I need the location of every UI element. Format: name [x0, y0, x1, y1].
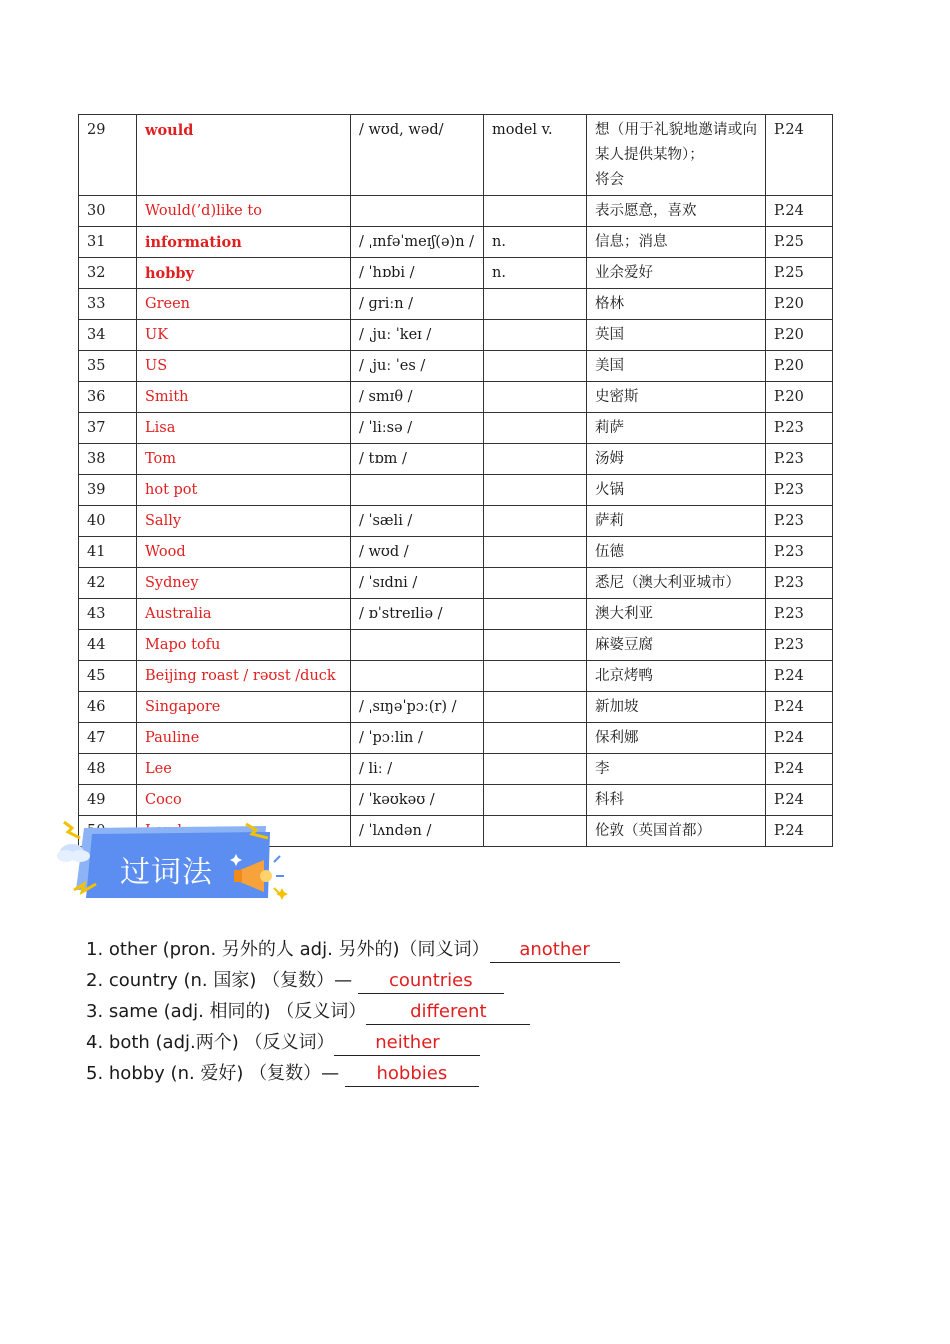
- vocab-meaning-line: 伦敦（英国首都）: [595, 823, 711, 839]
- vocab-page: P.24: [766, 692, 833, 723]
- vocab-phonetic: / wʊd /: [351, 537, 484, 568]
- vocab-meaning-line: 史密斯: [595, 389, 639, 405]
- vocab-page: P.24: [766, 785, 833, 816]
- vocab-phonetic: / wʊd, wəd/: [351, 115, 484, 196]
- vocab-word: Lee: [137, 754, 351, 785]
- vocab-number: 31: [79, 227, 137, 258]
- vocab-page: P.20: [766, 382, 833, 413]
- vocab-part-of-speech: [484, 351, 587, 382]
- vocab-meaning: [587, 351, 766, 382]
- vocab-number: 48: [79, 754, 137, 785]
- vocab-part-of-speech: model v.: [484, 115, 587, 196]
- exercise-item: [86, 996, 620, 1027]
- vocab-phonetic: / ˌjuː ˈes /: [351, 351, 484, 382]
- vocab-meaning: [587, 630, 766, 661]
- vocab-meaning: [587, 196, 766, 227]
- vocab-meaning: [587, 661, 766, 692]
- vocab-page: P.24: [766, 661, 833, 692]
- vocab-word: Coco: [137, 785, 351, 816]
- vocab-meaning-line: 麻婆豆腐: [595, 637, 653, 653]
- vocab-word: Sydney: [137, 568, 351, 599]
- vocab-part-of-speech: [484, 630, 587, 661]
- vocab-word: Tom: [137, 444, 351, 475]
- exercise-prompt: 1. other (pron. 另外的人 adj. 另外的)（同义词）: [86, 939, 490, 960]
- exercise-item: [86, 934, 620, 965]
- vocab-row: [79, 506, 833, 537]
- vocab-page: P.23: [766, 475, 833, 506]
- vocab-meaning-line: 萨莉: [595, 513, 624, 529]
- vocab-meaning-line: 保利娜: [595, 730, 639, 746]
- vocab-number: 40: [79, 506, 137, 537]
- exercise-answer-blank[interactable]: countries: [358, 969, 504, 994]
- vocab-meaning: [587, 506, 766, 537]
- vocab-meaning-line: 格林: [595, 296, 624, 312]
- vocab-part-of-speech: [484, 382, 587, 413]
- vocab-page: P.24: [766, 115, 833, 196]
- vocab-phonetic: [351, 475, 484, 506]
- vocab-row: [79, 289, 833, 320]
- vocab-phonetic: / ˈhɒbi /: [351, 258, 484, 289]
- vocab-part-of-speech: [484, 754, 587, 785]
- vocab-part-of-speech: [484, 289, 587, 320]
- vocab-word: hot pot: [137, 475, 351, 506]
- exercise-answer-blank[interactable]: different: [366, 1000, 530, 1025]
- section-title: 过词法: [120, 855, 213, 890]
- vocab-phonetic: / ɡriːn /: [351, 289, 484, 320]
- vocab-row: [79, 196, 833, 227]
- exercise-prompt: 4. both (adj.两个) （反义词）: [86, 1032, 335, 1053]
- vocab-meaning: [587, 723, 766, 754]
- vocab-meaning-line: 科科: [595, 792, 624, 808]
- vocab-meaning-line: 信息；消息: [595, 234, 668, 250]
- vocab-page: P.23: [766, 506, 833, 537]
- vocab-page: P.23: [766, 444, 833, 475]
- vocab-meaning-line: 澳大利亚: [595, 606, 653, 622]
- vocab-row: [79, 785, 833, 816]
- vocab-word: hobby: [137, 258, 351, 289]
- vocab-word: Lisa: [137, 413, 351, 444]
- vocab-part-of-speech: [484, 196, 587, 227]
- vocab-meaning-line: 莉萨: [595, 420, 624, 436]
- vocab-meaning-line: 汤姆: [595, 451, 624, 467]
- vocab-part-of-speech: [484, 537, 587, 568]
- vocab-number: 29: [79, 115, 137, 196]
- vocab-part-of-speech: [484, 475, 587, 506]
- vocab-phonetic: / ˌsɪŋəˈpɔː(r) /: [351, 692, 484, 723]
- vocab-number: 34: [79, 320, 137, 351]
- vocab-row: [79, 258, 833, 289]
- vocab-word: Pauline: [137, 723, 351, 754]
- vocab-word: Wood: [137, 537, 351, 568]
- vocab-phonetic: / smɪθ /: [351, 382, 484, 413]
- vocab-number: 30: [79, 196, 137, 227]
- exercise-prompt: 5. hobby (n. 爱好) （复数）—: [86, 1063, 345, 1084]
- vocab-meaning-line: 李: [595, 761, 610, 777]
- vocab-meaning: [587, 115, 766, 196]
- vocab-row: [79, 320, 833, 351]
- vocab-row: [79, 599, 833, 630]
- vocab-meaning: [587, 475, 766, 506]
- vocab-number: 33: [79, 289, 137, 320]
- exercise-item: [86, 1027, 620, 1058]
- vocab-part-of-speech: [484, 661, 587, 692]
- vocab-row: [79, 630, 833, 661]
- vocab-word: US: [137, 351, 351, 382]
- vocab-phonetic: / ˈsæli /: [351, 506, 484, 537]
- vocab-meaning-line: 悉尼（澳大利亚城市）: [595, 575, 740, 591]
- vocab-meaning-line: 想（用于礼貌地邀请或向某人提供某物）；: [595, 122, 757, 163]
- vocab-number: 47: [79, 723, 137, 754]
- vocab-meaning: [587, 568, 766, 599]
- vocab-number: 36: [79, 382, 137, 413]
- vocab-row: [79, 227, 833, 258]
- vocab-phonetic: / ˌjuː ˈkeɪ /: [351, 320, 484, 351]
- vocab-number: 44: [79, 630, 137, 661]
- vocab-page: P.20: [766, 351, 833, 382]
- vocab-part-of-speech: n.: [484, 227, 587, 258]
- vocab-number: 45: [79, 661, 137, 692]
- vocab-part-of-speech: [484, 413, 587, 444]
- vocab-phonetic: / ˈsɪdni /: [351, 568, 484, 599]
- vocab-part-of-speech: [484, 599, 587, 630]
- vocab-meaning: [587, 382, 766, 413]
- vocab-meaning: [587, 537, 766, 568]
- vocab-row: [79, 382, 833, 413]
- vocab-page: P.23: [766, 630, 833, 661]
- exercise-item: [86, 1058, 620, 1089]
- vocab-meaning-line: 伍德: [595, 544, 624, 560]
- vocab-row: [79, 537, 833, 568]
- vocab-meaning-line: 北京烤鸭: [595, 668, 653, 684]
- vocab-phonetic: / ˈpɔːlin /: [351, 723, 484, 754]
- vocab-word: Beijing roast / rəʊst /duck: [137, 661, 351, 692]
- vocab-page: P.25: [766, 227, 833, 258]
- vocab-meaning-line: 英国: [595, 327, 624, 343]
- vocab-row: [79, 754, 833, 785]
- vocab-number: 39: [79, 475, 137, 506]
- vocab-part-of-speech: [484, 816, 587, 847]
- vocab-meaning: [587, 692, 766, 723]
- vocab-part-of-speech: [484, 506, 587, 537]
- vocab-phonetic: / ˈliːsə /: [351, 413, 484, 444]
- vocab-word: information: [137, 227, 351, 258]
- vocab-meaning-line: 业余爱好: [595, 265, 653, 281]
- exercise-answer-blank[interactable]: neither: [334, 1031, 480, 1056]
- vocab-meaning: [587, 289, 766, 320]
- vocab-meaning-line: 将会: [595, 172, 624, 188]
- exercise-item: [86, 965, 620, 996]
- vocab-word: would: [137, 115, 351, 196]
- vocab-page: P.24: [766, 723, 833, 754]
- vocab-number: 37: [79, 413, 137, 444]
- vocab-number: 49: [79, 785, 137, 816]
- vocab-part-of-speech: [484, 320, 587, 351]
- vocab-meaning: [587, 754, 766, 785]
- vocab-row: [79, 692, 833, 723]
- vocab-number: 41: [79, 537, 137, 568]
- vocab-page: P.23: [766, 599, 833, 630]
- exercise-prompt: 2. country (n. 国家) （复数）—: [86, 970, 358, 991]
- vocab-row: [79, 568, 833, 599]
- exercise-answer-blank[interactable]: hobbies: [345, 1062, 479, 1087]
- vocab-phonetic: / liː /: [351, 754, 484, 785]
- vocab-row: [79, 661, 833, 692]
- vocab-meaning-line: 表示愿意，喜欢: [595, 203, 697, 219]
- vocab-row: [79, 351, 833, 382]
- vocab-word: Sally: [137, 506, 351, 537]
- vocab-page: P.24: [766, 754, 833, 785]
- vocab-word: Would(’d)like to: [137, 196, 351, 227]
- vocab-part-of-speech: [484, 568, 587, 599]
- vocab-meaning: [587, 785, 766, 816]
- vocab-meaning: [587, 258, 766, 289]
- vocab-word: Australia: [137, 599, 351, 630]
- vocab-meaning: [587, 320, 766, 351]
- exercise-answer-blank[interactable]: another: [490, 938, 620, 963]
- vocab-number: 35: [79, 351, 137, 382]
- vocab-page: P.25: [766, 258, 833, 289]
- vocab-part-of-speech: [484, 723, 587, 754]
- vocab-number: 38: [79, 444, 137, 475]
- vocab-page: P.20: [766, 289, 833, 320]
- vocab-meaning-line: 火锅: [595, 482, 624, 498]
- vocab-row: [79, 723, 833, 754]
- vocabulary-table-body: [79, 115, 833, 847]
- vocab-meaning: [587, 444, 766, 475]
- vocab-number: 43: [79, 599, 137, 630]
- vocab-word: Mapo tofu: [137, 630, 351, 661]
- vocab-page: P.23: [766, 568, 833, 599]
- vocab-row: [79, 115, 833, 196]
- vocab-page: P.23: [766, 413, 833, 444]
- vocab-row: [79, 444, 833, 475]
- vocab-meaning: [587, 599, 766, 630]
- vocab-word: UK: [137, 320, 351, 351]
- vocab-part-of-speech: n.: [484, 258, 587, 289]
- vocab-row: [79, 413, 833, 444]
- vocab-row: [79, 475, 833, 506]
- vocab-phonetic: [351, 630, 484, 661]
- exercise-list: [86, 934, 620, 1089]
- vocab-word: Green: [137, 289, 351, 320]
- vocab-part-of-speech: [484, 692, 587, 723]
- vocab-phonetic: / ˌɪnfəˈmeɪʃ(ə)n /: [351, 227, 484, 258]
- vocab-phonetic: / ˈkəʊkəʊ /: [351, 785, 484, 816]
- vocab-number: 42: [79, 568, 137, 599]
- vocab-number: 46: [79, 692, 137, 723]
- vocab-phonetic: / ˈlʌndən /: [351, 816, 484, 847]
- vocab-meaning-line: 新加坡: [595, 699, 639, 715]
- vocab-meaning-line: 美国: [595, 358, 624, 374]
- vocab-meaning: [587, 816, 766, 847]
- vocab-phonetic: [351, 196, 484, 227]
- vocab-number: 32: [79, 258, 137, 289]
- vocab-page: P.24: [766, 816, 833, 847]
- vocab-meaning: [587, 413, 766, 444]
- vocab-part-of-speech: [484, 444, 587, 475]
- vocab-word: Singapore: [137, 692, 351, 723]
- exercise-prompt: 3. same (adj. 相同的) （反义词）: [86, 1001, 367, 1022]
- vocab-word: Smith: [137, 382, 351, 413]
- vocab-phonetic: / ɒˈstreɪliə /: [351, 599, 484, 630]
- vocab-phonetic: [351, 661, 484, 692]
- vocab-page: P.24: [766, 196, 833, 227]
- vocab-part-of-speech: [484, 785, 587, 816]
- vocab-page: P.20: [766, 320, 833, 351]
- vocab-page: P.23: [766, 537, 833, 568]
- vocabulary-table: [78, 114, 833, 847]
- vocab-meaning: [587, 227, 766, 258]
- vocab-phonetic: / tɒm /: [351, 444, 484, 475]
